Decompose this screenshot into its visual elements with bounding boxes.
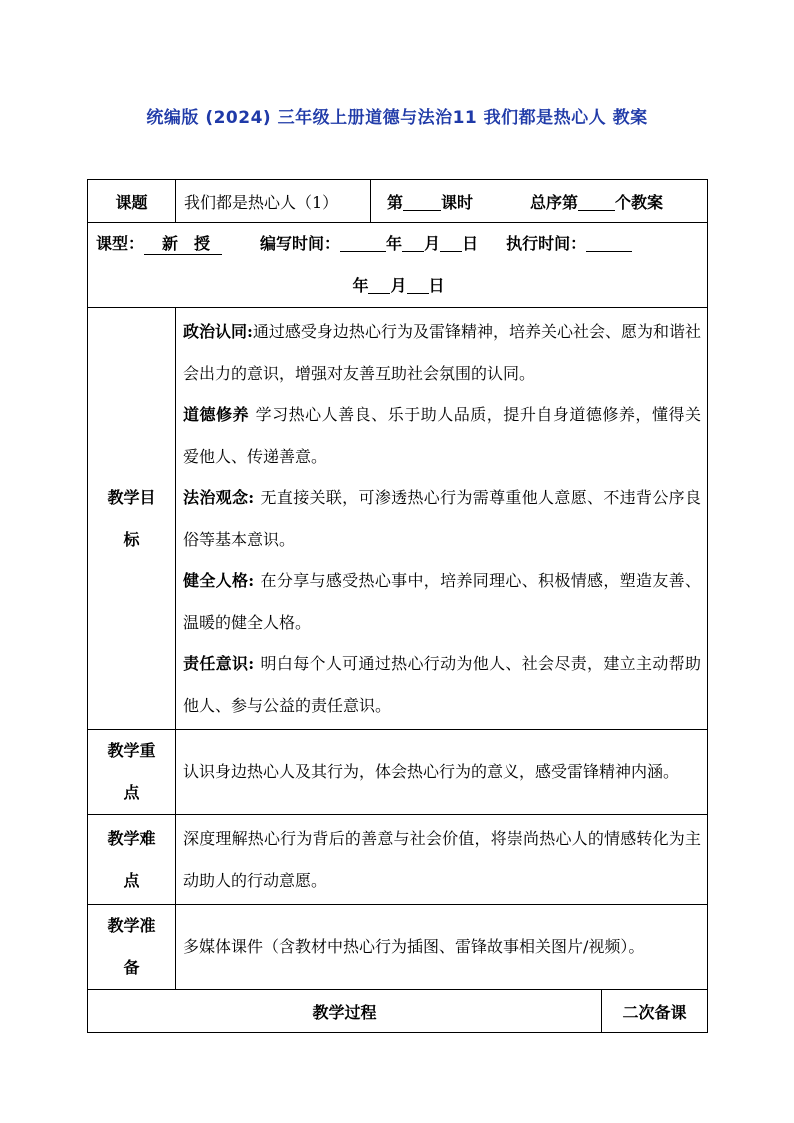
lesson-info bbox=[371, 180, 708, 223]
difficulties-text: 深度理解热心行为背后的善意与社会价值，将崇尚热心人的情感转化为主动助人的行动意愿。 bbox=[176, 815, 708, 905]
write-day: 日 bbox=[462, 234, 479, 253]
exec-day: 日 bbox=[428, 276, 445, 295]
lesson-plan-table bbox=[87, 179, 708, 1033]
type-label: 课型： bbox=[96, 234, 145, 253]
preparation-row bbox=[88, 905, 708, 990]
objectives-label: 教学目 标 bbox=[88, 308, 176, 730]
write-year: 年 bbox=[386, 234, 403, 253]
document-title: 统编版 (2024) 三年级上册道德与法治11 我们都是热心人 教案 bbox=[146, 108, 648, 128]
objectives-row bbox=[88, 308, 708, 730]
meta-row bbox=[88, 223, 708, 308]
preparation-label: 教学准 备 bbox=[88, 905, 176, 990]
objectives-content bbox=[176, 308, 708, 730]
topic-row bbox=[88, 180, 708, 223]
process-label: 教学过程 bbox=[88, 990, 602, 1033]
exec-month-blank bbox=[368, 275, 390, 294]
write-month: 月 bbox=[424, 234, 441, 253]
write-day-blank bbox=[440, 233, 462, 252]
key-points-label: 教学重 点 bbox=[88, 730, 176, 815]
lesson-suffix: 课时 bbox=[441, 192, 474, 212]
exec-year-blank bbox=[586, 233, 632, 252]
lesson-number-blank bbox=[403, 192, 441, 211]
write-time-label: 编写时间： bbox=[260, 234, 341, 253]
second-prep-label: 二次备课 bbox=[602, 990, 708, 1033]
write-year-blank bbox=[340, 233, 386, 252]
topic-value: 我们都是热心人（1） bbox=[176, 180, 371, 223]
difficulties-label: 教学难 点 bbox=[88, 815, 176, 905]
key-points-row bbox=[88, 730, 708, 815]
order-number-blank bbox=[578, 192, 615, 211]
exec-time-label: 执行时间： bbox=[506, 234, 587, 253]
order-prefix: 总序第 bbox=[530, 192, 579, 212]
objective-item: 责任意识: 明白每个人可通过热心行动为他人、社会尽责，建立主动帮助他人、参与公益的责任意识。 bbox=[183, 654, 701, 715]
order-suffix: 个教案 bbox=[615, 192, 664, 212]
exec-year: 年 bbox=[352, 276, 369, 295]
preparation-text: 多媒体课件（含教材中热心行为插图、雷锋故事相关图片/视频）。 bbox=[176, 905, 708, 990]
exec-month: 月 bbox=[390, 276, 407, 295]
write-month-blank bbox=[402, 233, 424, 252]
meta-cell bbox=[88, 223, 708, 308]
process-row bbox=[88, 990, 708, 1033]
objective-item: 政治认同:通过感受身边热心行为及雷锋精神，培养关心社会、愿为和谐社会出力的意识，增强对友善互助社会氛围的认同。 bbox=[183, 322, 701, 383]
objective-item: 法治观念: 无直接关联，可渗透热心行为需尊重他人意愿、不违背公序良俗等基本意识。 bbox=[183, 488, 701, 549]
type-value: 新 授 bbox=[144, 234, 222, 255]
exec-day-blank bbox=[407, 275, 429, 294]
objective-item: 道德修养 学习热心人善良、乐于助人品质，提升自身道德修养，懂得关爱他人、传递善意。 bbox=[183, 405, 701, 466]
lesson-prefix: 第 bbox=[387, 192, 404, 212]
difficulties-row bbox=[88, 815, 708, 905]
topic-label: 课题 bbox=[88, 180, 176, 223]
key-points-text: 认识身边热心人及其行为，体会热心行为的意义，感受雷锋精神内涵。 bbox=[176, 730, 708, 815]
objective-item: 健全人格: 在分享与感受热心事中，培养同理心、积极情感，塑造友善、温暖的健全人格。 bbox=[183, 571, 701, 632]
